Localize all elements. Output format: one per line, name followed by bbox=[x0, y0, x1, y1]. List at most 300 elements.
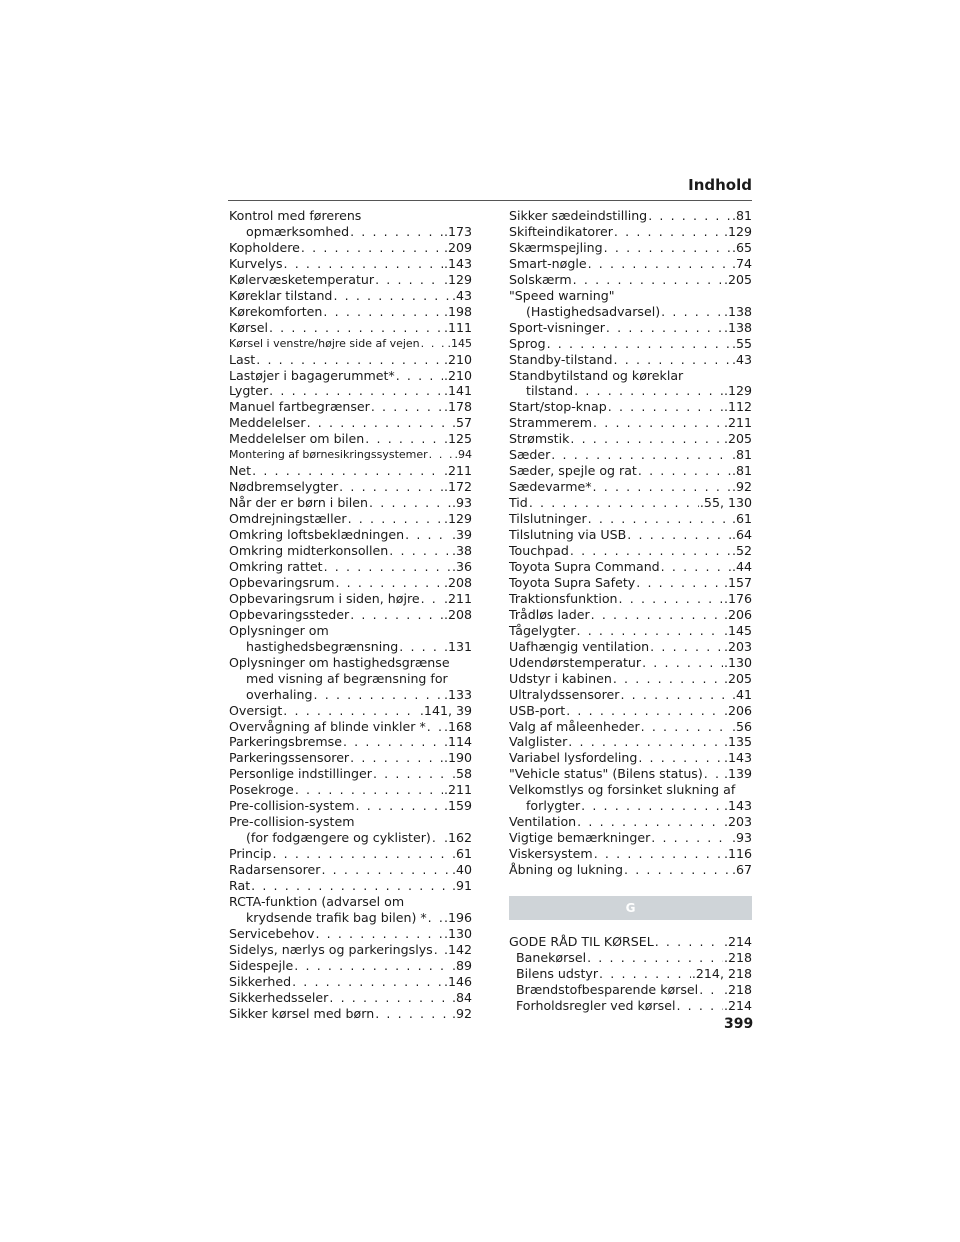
index-column-left bbox=[229, 208, 472, 1022]
dot-leader bbox=[324, 559, 451, 575]
dot-leader bbox=[551, 447, 731, 463]
index-entry bbox=[509, 591, 752, 607]
index-entry-page: .205 bbox=[723, 431, 752, 447]
index-entry-label: hastighedsbegrænsning bbox=[246, 638, 399, 654]
index-entry-page: .43 bbox=[731, 351, 752, 367]
index-entry-page: .142 bbox=[443, 941, 472, 957]
index-entry-page: .38 bbox=[451, 543, 472, 559]
index-entry-label: Parkeringsbremse bbox=[229, 734, 342, 750]
index-entry bbox=[229, 894, 472, 910]
dot-leader bbox=[375, 272, 443, 288]
index-entry-page: .81 bbox=[731, 463, 752, 479]
index-entry-page: .143 bbox=[443, 255, 472, 271]
index-entry-label: Omkring rattet bbox=[229, 558, 323, 574]
index-entry-label: Tid bbox=[509, 495, 528, 511]
index-entry-label: Touchpad bbox=[509, 543, 569, 559]
dot-leader bbox=[577, 814, 723, 830]
index-entry bbox=[509, 463, 752, 479]
index-entry-label: Opbevaringsrum bbox=[229, 574, 335, 590]
dot-leader bbox=[529, 495, 699, 511]
dot-leader bbox=[432, 830, 443, 846]
dot-leader bbox=[641, 719, 731, 735]
index-entry-label: Personlige indstillinger bbox=[229, 766, 372, 782]
index-entry-label: Opbevaringssteder bbox=[229, 606, 350, 622]
index-entry-page: .190 bbox=[443, 750, 472, 766]
dot-leader bbox=[676, 998, 723, 1014]
index-entry-label: Meddelelser bbox=[229, 415, 306, 431]
index-entry bbox=[229, 208, 472, 224]
index-entry-page: .94 bbox=[454, 448, 472, 462]
dot-leader bbox=[405, 527, 451, 543]
index-entry-label: Omdrejningstæller bbox=[229, 511, 347, 527]
dot-leader bbox=[272, 846, 451, 862]
index-entry-label: Last bbox=[229, 351, 256, 367]
index-entry-label: Udstyr i kabinen bbox=[509, 670, 612, 686]
dot-leader bbox=[573, 272, 723, 288]
index-entry bbox=[509, 623, 752, 639]
dot-leader bbox=[614, 224, 723, 240]
index-entry-page: .146 bbox=[443, 973, 472, 989]
index-entry bbox=[509, 687, 752, 703]
index-entry-label: Pre-collision-system bbox=[229, 814, 355, 830]
index-entry bbox=[229, 798, 472, 814]
index-entry bbox=[509, 639, 752, 655]
index-entry bbox=[509, 336, 752, 352]
index-entry-label: Opbevaringsrum i siden, højre bbox=[229, 590, 420, 606]
dot-leader bbox=[294, 958, 451, 974]
index-entry-page: .61 bbox=[731, 511, 752, 527]
index-entry-label: Strømstik bbox=[509, 431, 570, 447]
index-entry bbox=[229, 814, 472, 830]
index-entry-label: Pre-collision-system bbox=[229, 798, 355, 814]
dot-leader bbox=[315, 926, 443, 942]
index-entry-page: .210 bbox=[443, 367, 472, 383]
dot-leader bbox=[350, 224, 443, 240]
index-entry-label: Velkomstlys og forsinket slukning af bbox=[509, 782, 736, 798]
index-entry-label: (for fodgængere og cyklister) bbox=[246, 830, 431, 846]
index-entry-label: Sikkerhedsseler bbox=[229, 989, 329, 1005]
index-entry bbox=[509, 703, 752, 719]
index-entry bbox=[509, 575, 752, 591]
index-entry-label: Lastøjer i bagagerummet* bbox=[229, 367, 395, 383]
dot-leader bbox=[577, 623, 723, 639]
index-entry-label: Uafhængig ventilation bbox=[509, 638, 650, 654]
index-entry-label: Ventilation bbox=[509, 814, 577, 830]
index-entry-label: RCTA-funktion (advarsel om bbox=[229, 893, 405, 909]
index-entry-label: Toyota Supra Command bbox=[509, 558, 660, 574]
dot-leader bbox=[570, 543, 731, 559]
dot-leader bbox=[638, 463, 731, 479]
dot-leader bbox=[252, 463, 443, 479]
index-entry-label: Lygter bbox=[229, 383, 269, 399]
index-entry bbox=[229, 687, 472, 703]
index-entry-page: .65 bbox=[731, 239, 752, 255]
index-entry-page: .129 bbox=[443, 511, 472, 527]
dot-leader bbox=[350, 607, 443, 623]
dot-leader bbox=[606, 320, 723, 336]
index-entry bbox=[509, 950, 752, 966]
index-entry-page: .198 bbox=[443, 303, 472, 319]
index-entry-label: "Speed warning" bbox=[509, 287, 615, 303]
dot-leader bbox=[434, 942, 443, 958]
index-entry bbox=[229, 862, 472, 878]
section-letter-bar bbox=[509, 896, 752, 920]
dot-leader bbox=[651, 830, 731, 846]
index-entry bbox=[229, 224, 472, 240]
index-entry-page: .58 bbox=[451, 766, 472, 782]
dot-leader bbox=[292, 974, 443, 990]
index-entry-label: krydsende trafik bag bilen) * bbox=[246, 909, 427, 925]
dot-leader bbox=[648, 208, 731, 224]
index-entry-label: Kopholdere bbox=[229, 239, 300, 255]
index-entry-page: .81 bbox=[731, 208, 752, 223]
index-entry-label: Trådløs lader bbox=[509, 606, 590, 622]
dot-leader bbox=[642, 655, 723, 671]
index-entry-page: .57 bbox=[451, 415, 472, 431]
dot-leader bbox=[429, 447, 454, 463]
index-entry bbox=[509, 447, 752, 463]
index-entry-page: .218 bbox=[723, 981, 752, 997]
dot-leader bbox=[608, 399, 723, 415]
index-entry bbox=[509, 383, 752, 399]
index-entry-page: .89 bbox=[451, 957, 472, 973]
index-entry-page: .143 bbox=[723, 750, 752, 766]
index-entry-label: Valg af måleenheder bbox=[509, 718, 640, 734]
index-entry-page: .214 bbox=[723, 934, 752, 950]
index-entry-label: opmærksomhed bbox=[246, 223, 350, 239]
index-entry bbox=[509, 559, 752, 575]
index-entry-label: Når der er børn i bilen bbox=[229, 495, 369, 511]
index-entry-label: Ultralydssensorer bbox=[509, 686, 620, 702]
index-entry-label: (Hastighedsadvarsel) bbox=[526, 303, 661, 319]
dot-leader bbox=[284, 256, 443, 272]
index-entry-page: .205 bbox=[723, 670, 752, 686]
index-entry-page: .138 bbox=[723, 319, 752, 335]
index-entry-label: Oplysninger om bbox=[229, 622, 329, 638]
index-entry-label: Net bbox=[229, 463, 252, 479]
index-entry-label: Montering af børnesikringssystemer bbox=[229, 448, 428, 462]
dot-leader bbox=[661, 304, 723, 320]
index-entry-page: .41 bbox=[731, 686, 752, 702]
index-entry-page: .178 bbox=[443, 399, 472, 415]
index-entry-page: .206 bbox=[723, 606, 752, 622]
index-entry-page: .168 bbox=[443, 718, 472, 734]
dot-leader bbox=[704, 766, 723, 782]
index-entry-page: .135 bbox=[723, 734, 752, 750]
index-entry bbox=[229, 878, 472, 894]
index-entry-page: .130 bbox=[443, 925, 472, 941]
index-entry-page: .43 bbox=[451, 287, 472, 303]
index-entry-label: GODE RÅD TIL KØRSEL bbox=[509, 934, 654, 950]
index-entry-label: Sikkerhed bbox=[229, 973, 292, 989]
index-entry-label: Udendørstemperatur bbox=[509, 654, 642, 670]
dot-leader bbox=[373, 766, 451, 782]
index-entry-label: Sprog bbox=[509, 335, 546, 351]
dot-leader bbox=[350, 750, 443, 766]
index-entry bbox=[229, 671, 472, 687]
index-entry-page: .111 bbox=[443, 319, 472, 335]
dot-leader bbox=[333, 288, 451, 304]
index-entry-label: Solskærm bbox=[509, 271, 572, 287]
dot-leader bbox=[427, 719, 443, 735]
index-entry-label: Standby-tilstand bbox=[509, 351, 613, 367]
header-rule bbox=[228, 200, 752, 201]
index-entry-page: .112 bbox=[723, 399, 752, 415]
index-entry-page: .145 bbox=[447, 336, 472, 350]
index-entry bbox=[229, 910, 472, 926]
index-entry-label: Traktionsfunktion bbox=[509, 590, 618, 606]
index-entry bbox=[229, 575, 472, 591]
index-entry bbox=[509, 208, 752, 224]
index-entry-label: Strammerem bbox=[509, 415, 593, 431]
index-entry-label: Nødbremselygter bbox=[229, 479, 339, 495]
index-entry bbox=[509, 543, 752, 559]
index-entry-label: overhaling bbox=[246, 686, 313, 702]
index-entry-page: .39 bbox=[451, 527, 472, 543]
index-entry-page: .114 bbox=[443, 734, 472, 750]
dot-leader bbox=[591, 607, 723, 623]
index-entry bbox=[229, 926, 472, 942]
index-entry-page: .55 bbox=[731, 335, 752, 351]
index-entry-label: USB-port bbox=[509, 702, 566, 718]
index-entry bbox=[229, 623, 472, 639]
index-entry bbox=[229, 527, 472, 543]
index-entry-label: Skærmspejling bbox=[509, 239, 603, 255]
dot-leader bbox=[399, 639, 443, 655]
dot-leader bbox=[314, 687, 443, 703]
index-entry bbox=[229, 703, 472, 719]
index-entry-page: .205 bbox=[723, 271, 752, 287]
index-entry bbox=[509, 495, 752, 511]
index-entry-label: Sikker sædeindstilling bbox=[509, 208, 648, 223]
index-entry-page: .208 bbox=[443, 574, 472, 590]
dot-leader bbox=[421, 591, 443, 607]
index-entry-page: .129 bbox=[723, 383, 752, 399]
index-entry bbox=[509, 368, 752, 384]
header-title: Indhold bbox=[688, 176, 752, 194]
dot-leader bbox=[348, 511, 443, 527]
dot-leader bbox=[581, 798, 723, 814]
index-entry-page: .64 bbox=[731, 527, 752, 543]
index-entry-page: .138 bbox=[723, 303, 752, 319]
index-entry-page: .55, 130 bbox=[699, 495, 752, 511]
index-entry-label: Kurvelys bbox=[229, 255, 283, 271]
index-entry bbox=[509, 320, 752, 336]
dot-leader bbox=[650, 639, 723, 655]
index-entry-page: .40 bbox=[451, 862, 472, 878]
dot-leader bbox=[593, 479, 731, 495]
index-entry bbox=[229, 846, 472, 862]
dot-leader bbox=[636, 575, 723, 591]
dot-leader bbox=[295, 782, 443, 798]
dot-leader bbox=[624, 862, 731, 878]
index-entry-label: Start/stop-knap bbox=[509, 399, 607, 415]
index-entry bbox=[509, 830, 752, 846]
index-entry-label: Køreklar tilstand bbox=[229, 287, 333, 303]
index-entry-label: Servicebehov bbox=[229, 925, 315, 941]
index-entry-label: Parkeringssensorer bbox=[229, 750, 350, 766]
dot-leader bbox=[375, 1006, 451, 1022]
index-entry-label: Sidelys, nærlys og parkeringslys bbox=[229, 941, 433, 957]
dot-leader bbox=[638, 750, 723, 766]
index-entry-label: Tågelygter bbox=[509, 622, 576, 638]
index-entry-label: tilstand bbox=[526, 383, 574, 399]
index-entry bbox=[509, 272, 752, 288]
index-entry-page: .210 bbox=[443, 351, 472, 367]
index-entry-page: .129 bbox=[443, 271, 472, 287]
index-entry-page: .211 bbox=[443, 590, 472, 606]
dot-leader bbox=[301, 240, 443, 256]
dot-leader bbox=[568, 734, 723, 750]
index-entry-page: .81 bbox=[731, 447, 752, 463]
index-entry-label: Sædevarme* bbox=[509, 479, 592, 495]
index-entry-page: .173 bbox=[443, 223, 472, 239]
index-entry-page: .208 bbox=[443, 606, 472, 622]
dot-leader bbox=[593, 415, 723, 431]
index-entry-page: .52 bbox=[731, 543, 752, 559]
dot-leader bbox=[599, 966, 691, 982]
index-entry bbox=[509, 719, 752, 735]
index-entry bbox=[509, 998, 752, 1014]
index-entry bbox=[509, 655, 752, 671]
index-entry bbox=[229, 352, 472, 368]
index-entry bbox=[229, 1006, 472, 1022]
dot-leader bbox=[307, 415, 451, 431]
dot-leader bbox=[547, 336, 731, 352]
dot-leader bbox=[321, 862, 451, 878]
dot-leader bbox=[369, 495, 451, 511]
dot-leader bbox=[283, 703, 419, 719]
dot-leader bbox=[269, 320, 443, 336]
dot-leader bbox=[594, 846, 723, 862]
index-entry bbox=[509, 766, 752, 782]
index-entry-page: .36 bbox=[451, 558, 472, 574]
index-entry-label: Sidespejle bbox=[229, 957, 294, 973]
index-entry bbox=[509, 814, 752, 830]
index-entry bbox=[509, 934, 752, 950]
index-entry-page: .203 bbox=[723, 638, 752, 654]
index-entry-page: .92 bbox=[731, 479, 752, 495]
dot-leader bbox=[570, 431, 723, 447]
index-entry-page: .129 bbox=[723, 223, 752, 239]
dot-leader bbox=[661, 559, 731, 575]
index-entry-page: .67 bbox=[731, 862, 752, 878]
index-entry bbox=[509, 415, 752, 431]
index-entry-label: Tilslutning via USB bbox=[509, 527, 627, 543]
index-entry bbox=[229, 734, 472, 750]
index-entry bbox=[229, 240, 472, 256]
index-entry-label: "Vehicle status" (Bilens status) bbox=[509, 766, 703, 782]
index-entry-label: forlygter bbox=[526, 798, 581, 814]
index-entry-label: Bilens udstyr bbox=[516, 965, 599, 981]
dot-leader bbox=[588, 256, 731, 272]
dot-leader bbox=[614, 352, 731, 368]
index-entry bbox=[229, 415, 472, 431]
index-entry-page: .172 bbox=[443, 479, 472, 495]
dot-leader bbox=[356, 798, 443, 814]
index-entry-label: Oplysninger om hastighedsgrænse bbox=[229, 654, 450, 670]
index-entry bbox=[509, 304, 752, 320]
dot-leader bbox=[269, 383, 443, 399]
index-entry-label: Oversigt bbox=[229, 702, 283, 718]
index-entry bbox=[229, 974, 472, 990]
index-entry bbox=[229, 719, 472, 735]
index-entry bbox=[229, 383, 472, 399]
index-entry bbox=[509, 607, 752, 623]
index-entry bbox=[509, 527, 752, 543]
index-entry bbox=[229, 399, 472, 415]
index-entry bbox=[509, 750, 752, 766]
dot-leader bbox=[655, 934, 723, 950]
index-entry bbox=[229, 272, 472, 288]
index-entry bbox=[509, 511, 752, 527]
index-entry-label: Valglister bbox=[509, 734, 568, 750]
index-entry-label: Posekroge bbox=[229, 782, 294, 798]
section-letter: G bbox=[625, 901, 636, 916]
index-entry bbox=[509, 256, 752, 272]
index-entry bbox=[229, 304, 472, 320]
dot-leader bbox=[251, 878, 451, 894]
index-entry-page: .211 bbox=[723, 415, 752, 431]
index-entry-page: .141 bbox=[443, 383, 472, 399]
index-entry-label: Åbning og lukning bbox=[509, 862, 624, 878]
index-entry-label: Meddelelser om bilen bbox=[229, 431, 365, 447]
index-entry bbox=[229, 336, 472, 352]
index-entry-label: Tilslutninger bbox=[509, 511, 587, 527]
index-entry-label: Skifteindikatorer bbox=[509, 223, 613, 239]
page-number: 399 bbox=[724, 1016, 754, 1032]
index-entry bbox=[229, 431, 472, 447]
index-entry-page: .139 bbox=[723, 766, 752, 782]
index-entry bbox=[509, 846, 752, 862]
index-entry-page: .44 bbox=[731, 558, 752, 574]
index-entry-label: Variabel lysfordeling bbox=[509, 750, 638, 766]
index-entry-page: .130 bbox=[723, 654, 752, 670]
index-entry-page: .93 bbox=[731, 830, 752, 846]
dot-leader bbox=[587, 950, 723, 966]
index-entry-label: Smart-nøgle bbox=[509, 255, 587, 271]
index-column-right bbox=[509, 208, 752, 1014]
index-entry bbox=[229, 990, 472, 1006]
index-entry bbox=[509, 798, 752, 814]
dot-leader bbox=[343, 734, 443, 750]
index-entry-label: med visning af begrænsning for bbox=[246, 670, 448, 686]
index-entry-page: .214, 218 bbox=[691, 965, 752, 981]
dot-leader bbox=[365, 431, 443, 447]
index-entry-label: Brændstofbesparende kørsel bbox=[516, 981, 699, 997]
index-entry-page: .133 bbox=[443, 686, 472, 702]
dot-leader bbox=[256, 352, 443, 368]
index-entry-page: .159 bbox=[443, 798, 472, 814]
index-entry bbox=[509, 431, 752, 447]
index-entry-page: .56 bbox=[731, 718, 752, 734]
index-entry bbox=[509, 240, 752, 256]
index-entry bbox=[229, 942, 472, 958]
dot-leader bbox=[371, 399, 443, 415]
dot-leader bbox=[627, 527, 731, 543]
index-entry-label: Overvågning af blinde vinkler * bbox=[229, 718, 426, 734]
dot-leader bbox=[329, 990, 451, 1006]
index-entry bbox=[509, 479, 752, 495]
index-entry bbox=[229, 830, 472, 846]
index-entry bbox=[229, 479, 472, 495]
index-entry-label: Forholdsregler ved kørsel bbox=[516, 997, 676, 1013]
dot-leader bbox=[699, 982, 723, 998]
index-entry bbox=[509, 399, 752, 415]
index-entry-page: .84 bbox=[451, 989, 472, 1005]
index-entry-label: Kørsel i venstre/højre side af vejen bbox=[229, 336, 420, 350]
index-entry bbox=[509, 966, 752, 982]
